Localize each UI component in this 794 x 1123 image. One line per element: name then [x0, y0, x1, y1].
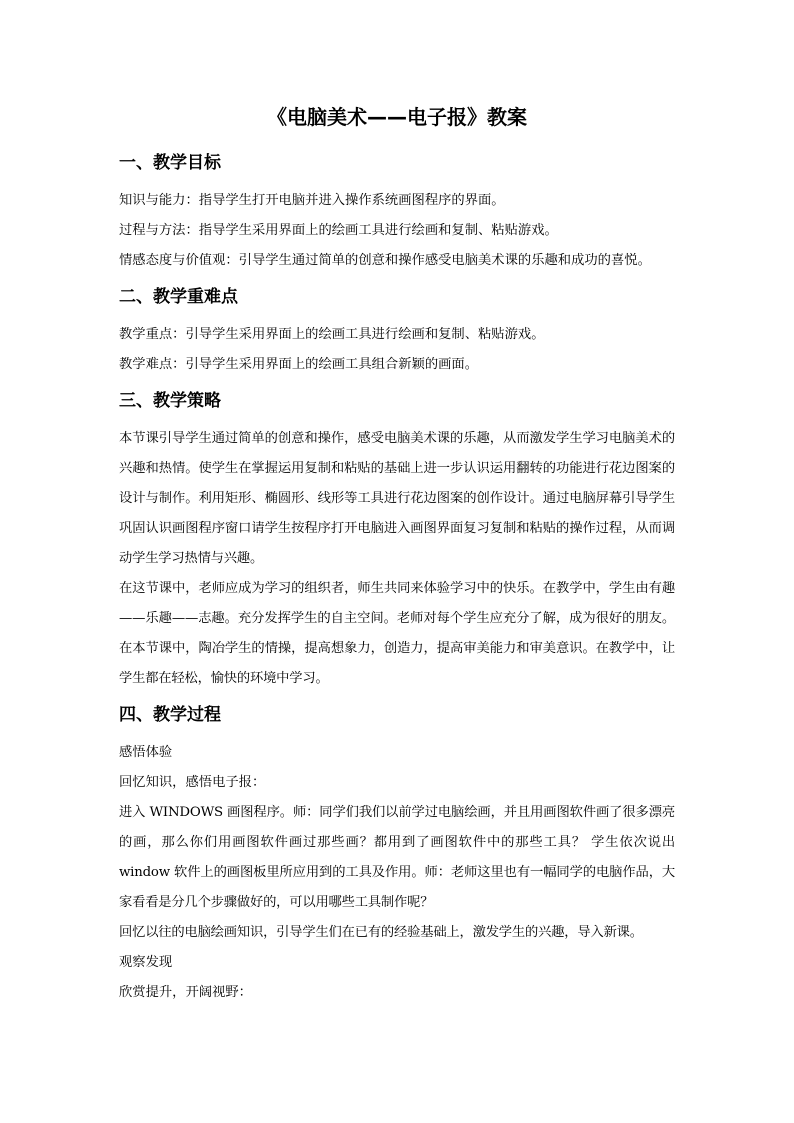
section-heading: 一、教学目标	[119, 153, 221, 173]
key-point: 教学重点：引导学生采用界面上的绘画工具进行绘画和复制、粘贴游戏。	[119, 327, 545, 342]
section-teaching-objectives	[119, 148, 675, 276]
process-step-label: 欣赏提升，开阔视野：	[119, 985, 252, 1000]
strategy-paragraph: 在这节课中，老师应成为学习的组织者，师生共同来体验学习中的快乐。在教学中，学生由有趣——乐趣——志趣。充分发挥学生的自主空间。老师对每个学生应充分了解，成为很好的朋友。在本节课中，陶冶学生的情操，提高想象力，创造力，提高审美能力和审美意识。在教学中，让学生都在轻松，愉快的环境中学习。	[119, 581, 675, 686]
process-subheading: 感悟体验	[119, 745, 173, 760]
process-step-label: 回忆知识，感悟电子报：	[119, 775, 266, 790]
objective-knowledge: 知识与能力：指导学生打开电脑并进入操作系统画图程序的界面。	[119, 193, 505, 208]
document-title: 《电脑美术——电子报》教案	[267, 105, 527, 129]
section-key-points	[119, 282, 675, 380]
objective-emotion: 情感态度与价值观：引导学生通过简单的创意和操作感受电脑美术课的乐趣和成功的喜悦。	[119, 253, 651, 268]
difficult-point: 教学难点：引导学生采用界面上的绘画工具组合新颖的画面。	[119, 357, 479, 372]
section-teaching-strategy	[119, 386, 675, 694]
section-teaching-process	[119, 700, 675, 1008]
process-subheading: 观察发现	[119, 955, 173, 970]
strategy-paragraph: 本节课引导学生通过简单的创意和操作，感受电脑美术课的乐趣，从而激发学生学习电脑美术的兴趣和热情。使学生在掌握运用复制和粘贴的基础上进一步认识运用翻转的功能进行花边图案的设计与制作。利用矩形、椭圆形、线形等工具进行花边图案的创作设计。通过电脑屏幕引导学生巩固认识画图程序窗口请学生按程序打开电脑进入画图界面复习复制和粘贴的操作过程，从而调动学生学习热情与兴趣。	[119, 431, 675, 566]
document-page	[119, 100, 675, 1008]
process-paragraph: 进入 WINDOWS 画图程序。师：同学们我们以前学过电脑绘画，并且用画图软件画了很多漂亮的画，那么你们用画图软件画过那些画？都用到了画图软件中的那些工具？ 学生依次说出 window 软件上的画图板里所应用到的工具及作用。师：老师这里也有一幅同学的电脑作品，大家看看是分几个步骤做好的，可以用哪些工具制作呢？	[119, 805, 675, 910]
process-paragraph: 回忆以往的电脑绘画知识，引导学生们在已有的经验基础上，激发学生的兴趣，导入新课。	[119, 925, 643, 940]
section-heading: 三、教学策略	[119, 391, 221, 411]
section-heading: 四、教学过程	[119, 705, 221, 725]
section-heading: 二、教学重难点	[119, 287, 238, 307]
objective-process: 过程与方法：指导学生采用界面上的绘画工具进行绘画和复制、粘贴游戏。	[119, 223, 558, 238]
